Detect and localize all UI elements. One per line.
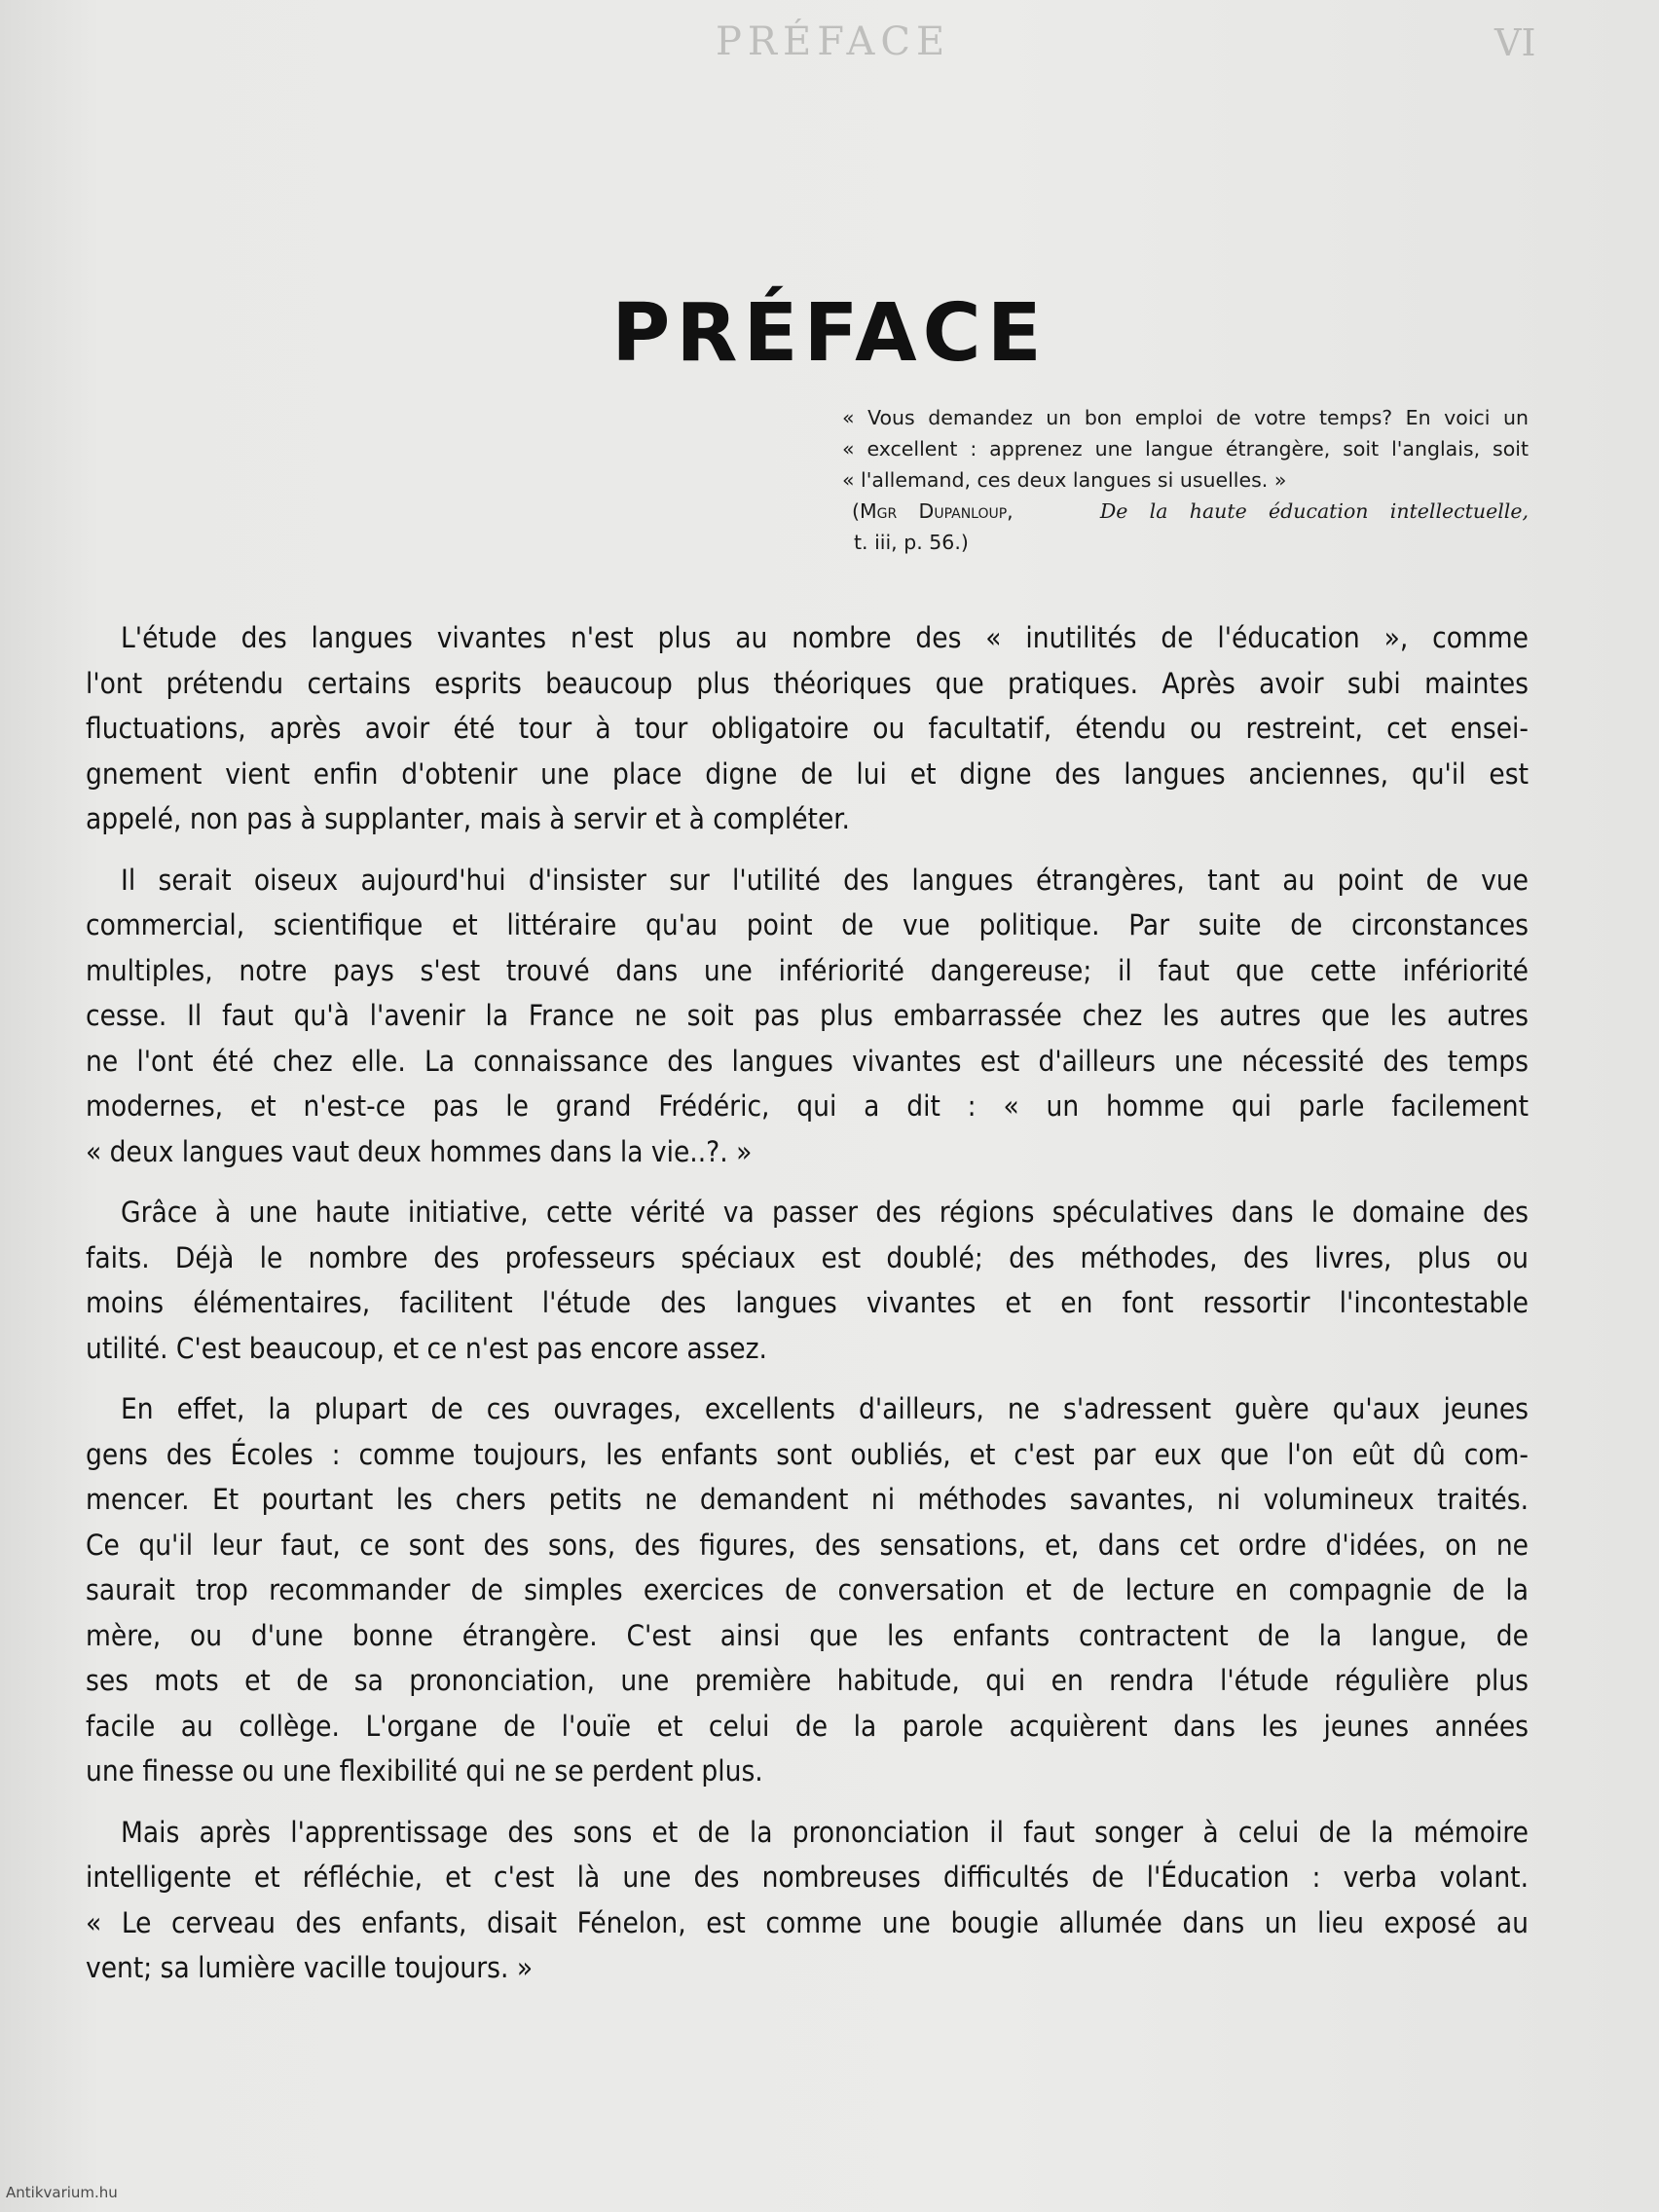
paragraph bbox=[86, 615, 1529, 842]
paragraph-line: appelé, non pas à supplanter, mais à servir et à compléter. bbox=[86, 802, 850, 835]
epigraph-line: « Vous demandez un bon emploi de votre temps? En voici un bbox=[842, 406, 1529, 429]
epigraph-line: « excellent : apprenez une langue étrangère, soit l'anglais, soit bbox=[842, 437, 1529, 461]
paragraph-line: L'étude des langues vivantes n'est plus au nombre des « inutilités de l'éducation », comme bbox=[121, 621, 1529, 654]
paragraph-line: commercial, scientifique et littéraire qu'au point de vue politique. Par suite de circonstances bbox=[86, 908, 1529, 941]
paragraph-line: ses mots et de sa prononciation, une première habitude, qui en rendra l'étude régulière plus bbox=[86, 1664, 1529, 1697]
epigraph-reference: t. iii, p. 56.) bbox=[854, 531, 969, 554]
paragraph-line: moins élémentaires, facilitent l'étude des langues vivantes et en font ressortir l'incontestable bbox=[86, 1286, 1529, 1319]
paragraph-line: facile au collège. L'organe de l'ouïe et celui de la parole acquièrent dans les jeunes années bbox=[86, 1709, 1529, 1743]
epigraph-author: (Mgr Dupanloup, bbox=[852, 499, 1014, 523]
paragraph-line: Mais après l'apprentissage des sons et de la prononciation il faut songer à celui de la mémoire bbox=[121, 1815, 1529, 1849]
paragraph-line: Il serait oiseux aujourd'hui d'insister sur l'utilité des langues étrangères, tant au point de vue bbox=[121, 863, 1529, 897]
bleed-through-header: PRÉFACE bbox=[716, 19, 951, 64]
paragraph-line: gnement vient enfin d'obtenir une place digne de lui et digne des langues anciennes, qu'il est bbox=[86, 756, 1529, 791]
page-title: PRÉFACE bbox=[611, 286, 1048, 380]
paragraph-line: « deux langues vaut deux hommes dans la vie..?. » bbox=[86, 1134, 753, 1168]
paragraph-line: mère, ou d'une bonne étrangère. C'est ainsi que les enfants contractent de la langue, de bbox=[86, 1618, 1529, 1652]
epigraph-line: « l'allemand, ces deux langues si usuelles. » bbox=[842, 468, 1287, 492]
paragraph-line: vent; sa lumière vacille toujours. » bbox=[86, 1951, 534, 1984]
paragraph-line: gens des Écoles : comme toujours, les enfants sont oubliés, et c'est par eux que l'on eût dû com- bbox=[86, 1437, 1529, 1471]
paragraph-line: multiples, notre pays s'est trouvé dans une infériorité dangereuse; il faut que cette infériorité bbox=[86, 953, 1529, 987]
preface-body bbox=[86, 615, 1529, 2007]
paragraph-line: fluctuations, après avoir été tour à tour obligatoire ou facultatif, étendu ou restreint, cet ensei- bbox=[86, 712, 1529, 745]
paragraph-line: En effet, la plupart de ces ouvrages, excellents d'ailleurs, ne s'adressent guère qu'aux jeunes bbox=[121, 1392, 1529, 1425]
paragraph bbox=[86, 1190, 1529, 1371]
paragraph-line: mencer. Et pourtant les chers petits ne demandent ni méthodes savantes, ni volumineux traités. bbox=[86, 1483, 1529, 1516]
paragraph-line: une finesse ou une flexibilité qui ne se perdent plus. bbox=[86, 1754, 763, 1788]
epigraph-citation bbox=[842, 496, 1529, 527]
bleed-through-page-number: VI bbox=[1494, 21, 1536, 64]
watermark: Antikvarium.hu bbox=[6, 2184, 118, 2201]
paragraph bbox=[86, 1810, 1529, 1991]
paragraph-line: Ce qu'il leur faut, ce sont des sons, des figures, des sensations, et, dans cet ordre d'idées, on ne bbox=[86, 1528, 1529, 1562]
paragraph-line: ne l'ont été chez elle. La connaissance des langues vivantes est d'ailleurs une nécessité des temps bbox=[86, 1044, 1529, 1078]
paragraph bbox=[86, 858, 1529, 1175]
paragraph-line: modernes, et n'est-ce pas le grand Frédéric, qui a dit : « un homme qui parle facilement bbox=[86, 1089, 1529, 1123]
epigraph bbox=[842, 402, 1529, 558]
paragraph bbox=[86, 1386, 1529, 1794]
epigraph-work: De la haute éducation intellectuelle, bbox=[1099, 499, 1529, 523]
paragraph-line: faits. Déjà le nombre des professeurs spéciaux est doublé; des méthodes, des livres, plus ou bbox=[86, 1240, 1529, 1274]
paragraph-line: Grâce à une haute initiative, cette vérité va passer des régions spéculatives dans le domaine des bbox=[121, 1196, 1529, 1229]
paragraph-line: saurait trop recommander de simples exercices de conversation et de lecture en compagnie de la bbox=[86, 1573, 1529, 1606]
paragraph-line: l'ont prétendu certains esprits beaucoup plus théoriques que pratiques. Après avoir subi maintes bbox=[86, 666, 1529, 700]
paragraph-line: utilité. C'est beaucoup, et ce n'est pas encore assez. bbox=[86, 1331, 767, 1365]
paragraph-line: cesse. Il faut qu'à l'avenir la France ne soit pas plus embarrassée chez les autres que les autres bbox=[86, 999, 1529, 1032]
paragraph-line: intelligente et réfléchie, et c'est là une des nombreuses difficultés de l'Éducation : verba volant. bbox=[86, 1861, 1529, 1894]
paragraph-line: « Le cerveau des enfants, disait Fénelon, est comme une bougie allumée dans un lieu exposé au bbox=[86, 1905, 1529, 1939]
